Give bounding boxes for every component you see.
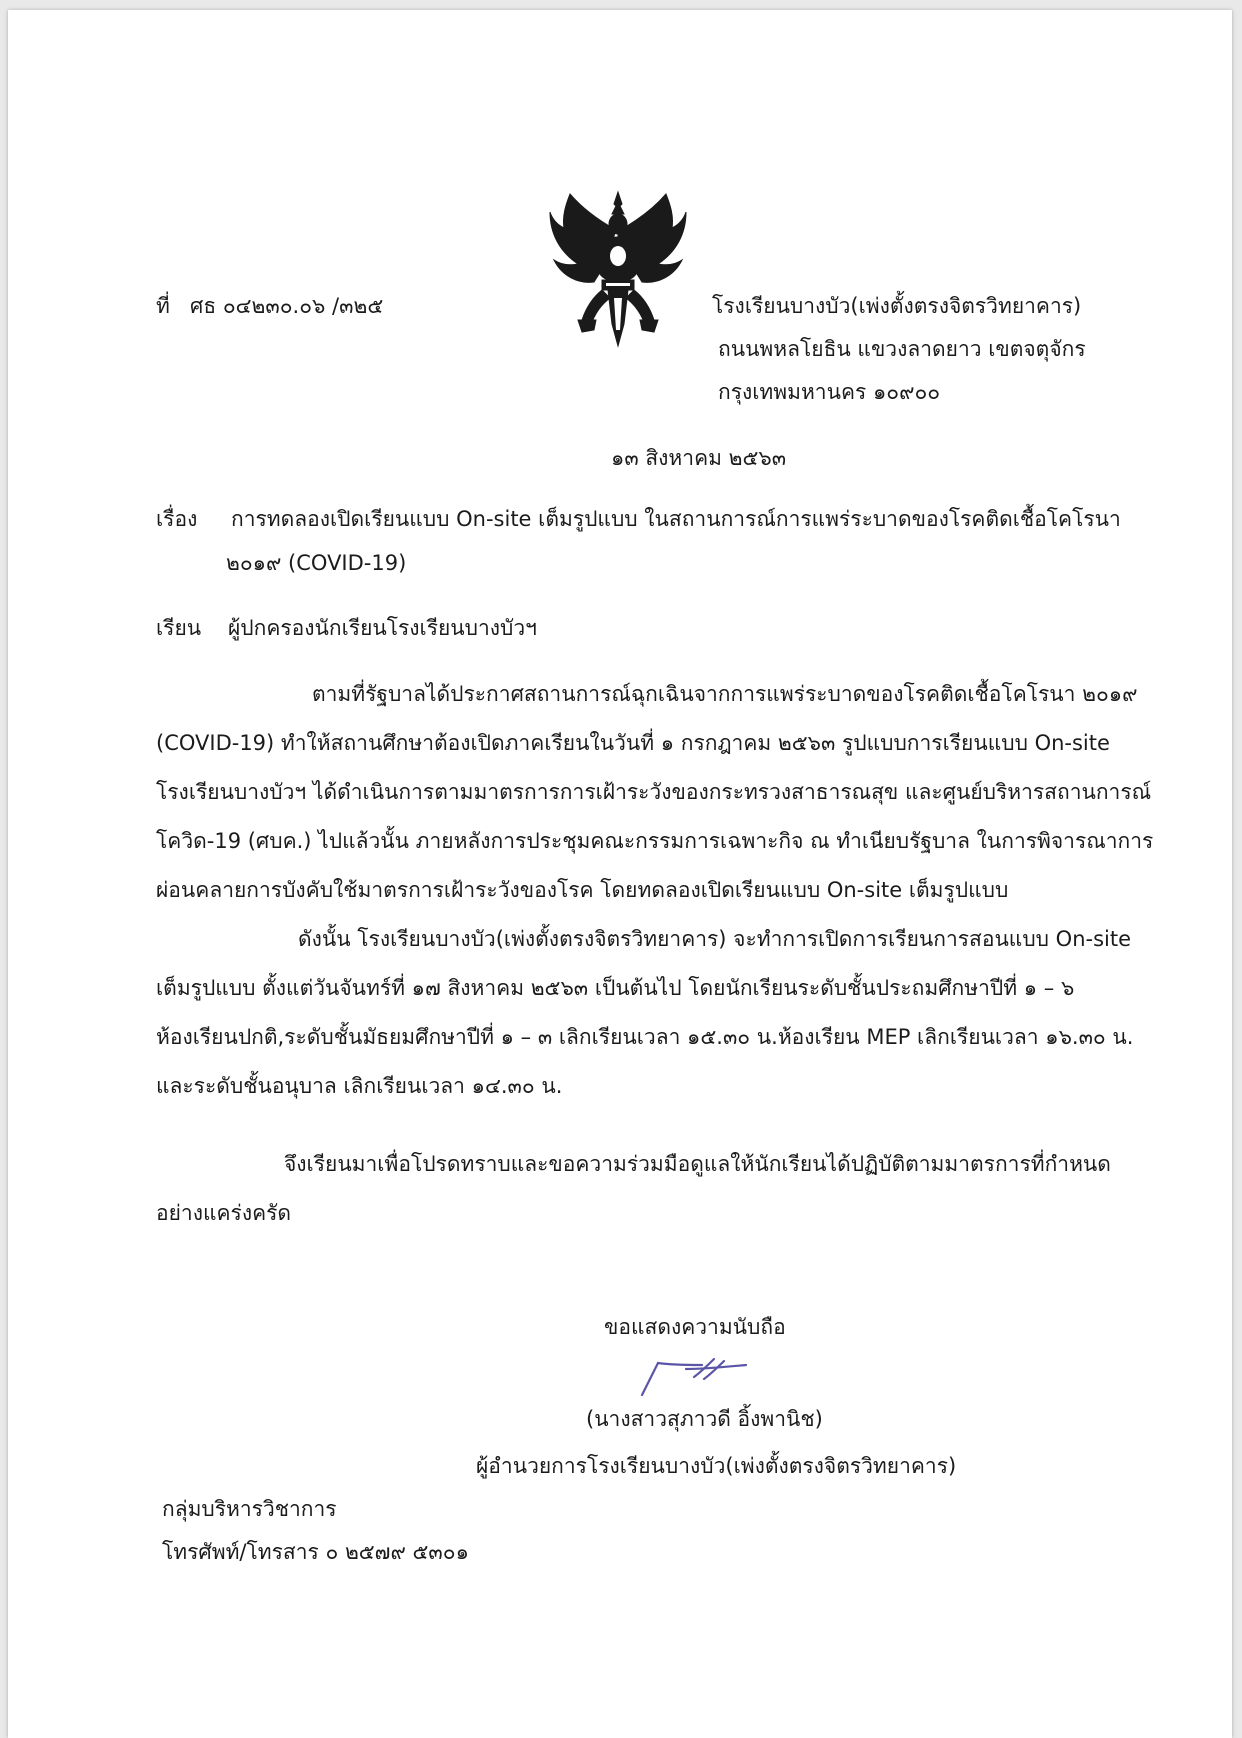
school-name: โรงเรียนบางบัว(เพ่งตั้งตรงจิตรวิทยาคาร)	[712, 294, 1082, 318]
addressee-label: เรียน	[156, 616, 202, 640]
signature-mark	[638, 1355, 750, 1397]
body-line: (COVID-19) ทำให้สถานศึกษาต้องเปิดภาคเรียนในวันที่ ๑ กรกฎาคม ๒๕๖๓ รูปแบบการเรียนแบบ On-site	[156, 731, 1110, 755]
letter-date: ๑๓ สิงหาคม ๒๕๖๓	[611, 446, 787, 470]
addressee: ผู้ปกครองนักเรียนโรงเรียนบางบัวฯ	[228, 616, 537, 640]
body-line: อย่างแคร่งครัด	[156, 1201, 292, 1225]
garuda-emblem-icon	[548, 190, 688, 350]
body-line: ผ่อนคลายการบังคับใช้มาตรการเฝ้าระวังของโรค โดยทดลองเปิดเรียนแบบ On-site เต็มรูปแบบ	[156, 878, 1009, 902]
body-line: ตามที่รัฐบาลได้ประกาศสถานการณ์ฉุกเฉินจากการแพร่ระบาดของโรคติดเชื้อโคโรนา ๒๐๑๙	[312, 682, 1138, 706]
subject-line-1: การทดลองเปิดเรียนแบบ On-site เต็มรูปแบบ ในสถานการณ์การแพร่ระบาดของโรคติดเชื้อโคโรนา	[231, 507, 1121, 531]
department: กลุ่มบริหารวิชาการ	[162, 1497, 337, 1521]
body-line: เต็มรูปแบบ ตั้งแต่วันจันทร์ที่ ๑๗ สิงหาคม ๒๕๖๓ เป็นต้นไป โดยนักเรียนระดับชั้นประถมศึกษาปีที่ ๑ – ๖	[156, 976, 1075, 1000]
subject-line-2: ๒๐๑๙ (COVID-19)	[226, 551, 407, 575]
reference-number: ศธ ๐๔๒๓๐.๐๖ /๓๒๕	[190, 294, 384, 318]
body-line: โควิด-19 (ศบค.) ไปแล้วนั้น ภายหลังการประชุมคณะกรรมการเฉพาะกิจ ณ ทำเนียบรัฐบาล ในการพิจารณาการ	[156, 829, 1154, 853]
signer-name: (นางสาวสุภาวดี อิ้งพานิช)	[586, 1407, 823, 1431]
body-line: ดังนั้น โรงเรียนบางบัว(เพ่งตั้งตรงจิตรวิทยาคาร) จะทำการเปิดการเรียนการสอนแบบ On-site	[298, 927, 1132, 951]
body-line: โรงเรียนบางบัวฯ ได้ดำเนินการตามมาตรการการเฝ้าระวังของกระทรวงสาธารณสุข และศูนย์บริหารสถานการณ์	[156, 780, 1152, 804]
body-line: จึงเรียนมาเพื่อโปรดทราบและขอความร่วมมือดูแลให้นักเรียนได้ปฏิบัติตามมาตรการที่กำหนด	[284, 1152, 1111, 1176]
address-line-1: ถนนพหลโยธิน แขวงลาดยาว เขตจตุจักร	[718, 337, 1086, 361]
closing-phrase: ขอแสดงความนับถือ	[604, 1315, 786, 1339]
reference-label: ที่	[156, 294, 170, 318]
body-line: และระดับชั้นอนุบาล เลิกเรียนเวลา ๑๔.๓๐ น.	[156, 1074, 563, 1098]
subject-label: เรื่อง	[156, 507, 198, 531]
signer-title: ผู้อำนวยการโรงเรียนบางบัว(เพ่งตั้งตรงจิตรวิทยาคาร)	[476, 1454, 957, 1478]
letter-page	[8, 10, 1232, 1738]
phone-fax: โทรศัพท์/โทรสาร ๐ ๒๕๗๙ ๕๓๐๑	[162, 1540, 469, 1564]
body-line: ห้องเรียนปกติ,ระดับชั้นมัธยมศึกษาปีที่ ๑ – ๓ เลิกเรียนเวลา ๑๕.๓๐ น.ห้องเรียน MEP เลิกเรียนเวลา ๑๖.๓๐ น.	[156, 1025, 1134, 1049]
address-line-2: กรุงเทพมหานคร ๑๐๙๐๐	[718, 380, 941, 404]
